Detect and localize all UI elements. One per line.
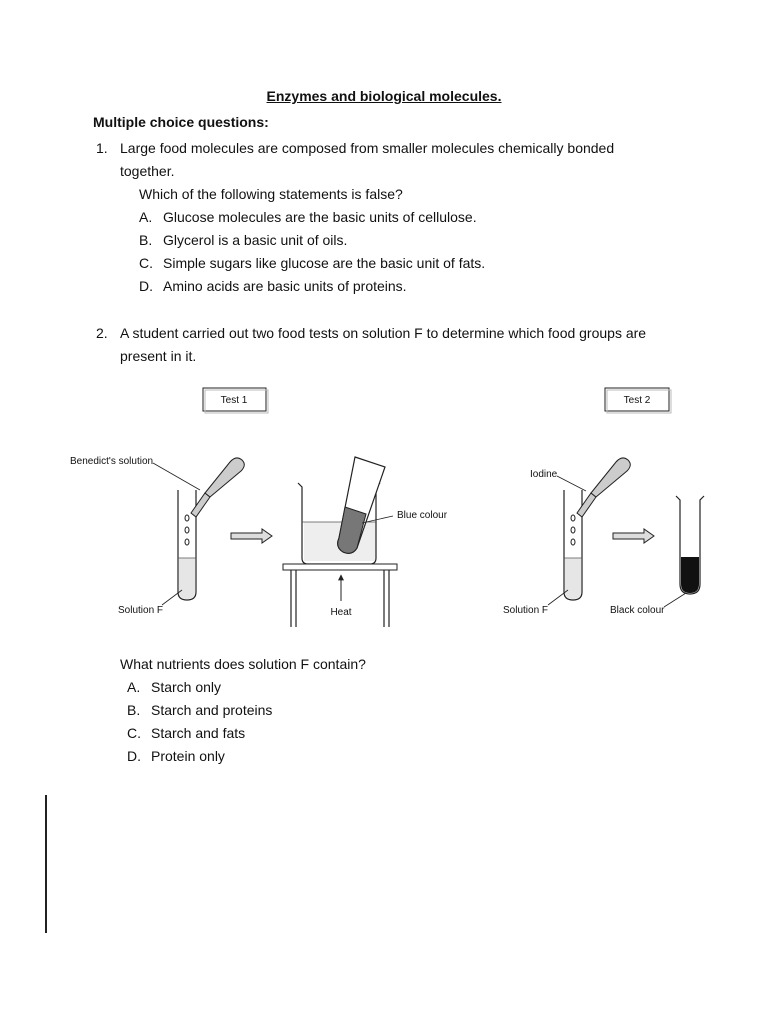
option-text: Starch only xyxy=(151,679,222,695)
option-letter: B. xyxy=(127,702,141,718)
test2-test-tube xyxy=(564,490,582,600)
option-letter: C. xyxy=(139,255,153,271)
solution-f-label-test2: Solution F xyxy=(503,605,549,616)
option-text: Glucose molecules are the basic units of cellulose. xyxy=(163,209,477,225)
q2-question: What nutrients does solution F contain? xyxy=(120,656,366,672)
test2-dropper xyxy=(577,458,630,517)
option-letter: C. xyxy=(127,725,141,741)
option-letter: A. xyxy=(139,209,153,225)
process-arrow-1 xyxy=(231,529,272,543)
option-letter: A. xyxy=(127,679,141,695)
option-letter: D. xyxy=(139,278,153,294)
margin-rule xyxy=(45,795,47,933)
q1-stem-line2: together. xyxy=(120,163,175,179)
test1-dropper xyxy=(191,458,244,517)
q1-option-a[interactable] xyxy=(139,208,477,226)
option-text: Starch and proteins xyxy=(151,702,273,718)
test1-test-tube xyxy=(178,490,196,600)
option-text: Amino acids are basic units of proteins. xyxy=(163,278,407,294)
heat-label: Heat xyxy=(330,607,352,618)
test1-label-box xyxy=(203,388,268,413)
section-subtitle: Multiple choice questions: xyxy=(93,114,269,130)
q2-stem-line2: present in it. xyxy=(120,348,197,364)
q2-number: 2. xyxy=(96,325,108,341)
option-text: Protein only xyxy=(151,748,225,764)
iodine-label: Iodine xyxy=(530,469,558,480)
page-title: Enzymes and biological molecules. xyxy=(266,88,502,104)
q1-number: 1. xyxy=(96,140,108,156)
blue-colour-label: Blue colour xyxy=(397,510,448,521)
black-colour-label: Black colour xyxy=(610,605,665,616)
option-text: Simple sugars like glucose are the basic unit of fats. xyxy=(163,255,486,271)
test2-label-box xyxy=(605,388,671,413)
q1-stem-line1: Large food molecules are composed from smaller molecules chemically bonded xyxy=(120,140,615,156)
solution-f-label-test1: Solution F xyxy=(118,605,164,616)
option-text: Glycerol is a basic unit of oils. xyxy=(163,232,348,248)
option-letter: D. xyxy=(127,748,141,764)
q2-option-c[interactable] xyxy=(127,724,245,742)
benedicts-solution-label: Benedict's solution xyxy=(70,456,154,467)
q1-option-d[interactable] xyxy=(139,277,407,295)
q1-option-c[interactable] xyxy=(139,254,485,272)
q1-question: Which of the following statements is false? xyxy=(139,186,403,202)
result-test-tube xyxy=(676,496,704,594)
food-test-diagram xyxy=(0,380,768,640)
q2-option-a[interactable] xyxy=(127,678,221,696)
option-text: Starch and fats xyxy=(151,725,246,741)
q2-stem-line1: A student carried out two food tests on solution F to determine which food groups are xyxy=(120,325,647,341)
option-letter: B. xyxy=(139,232,153,248)
q2-option-b[interactable] xyxy=(127,701,272,719)
test2-label: Test 2 xyxy=(623,395,651,406)
test1-label: Test 1 xyxy=(220,395,248,406)
process-arrow-2 xyxy=(613,529,654,543)
q2-option-d[interactable] xyxy=(127,747,225,765)
q1-option-b[interactable] xyxy=(139,231,347,249)
